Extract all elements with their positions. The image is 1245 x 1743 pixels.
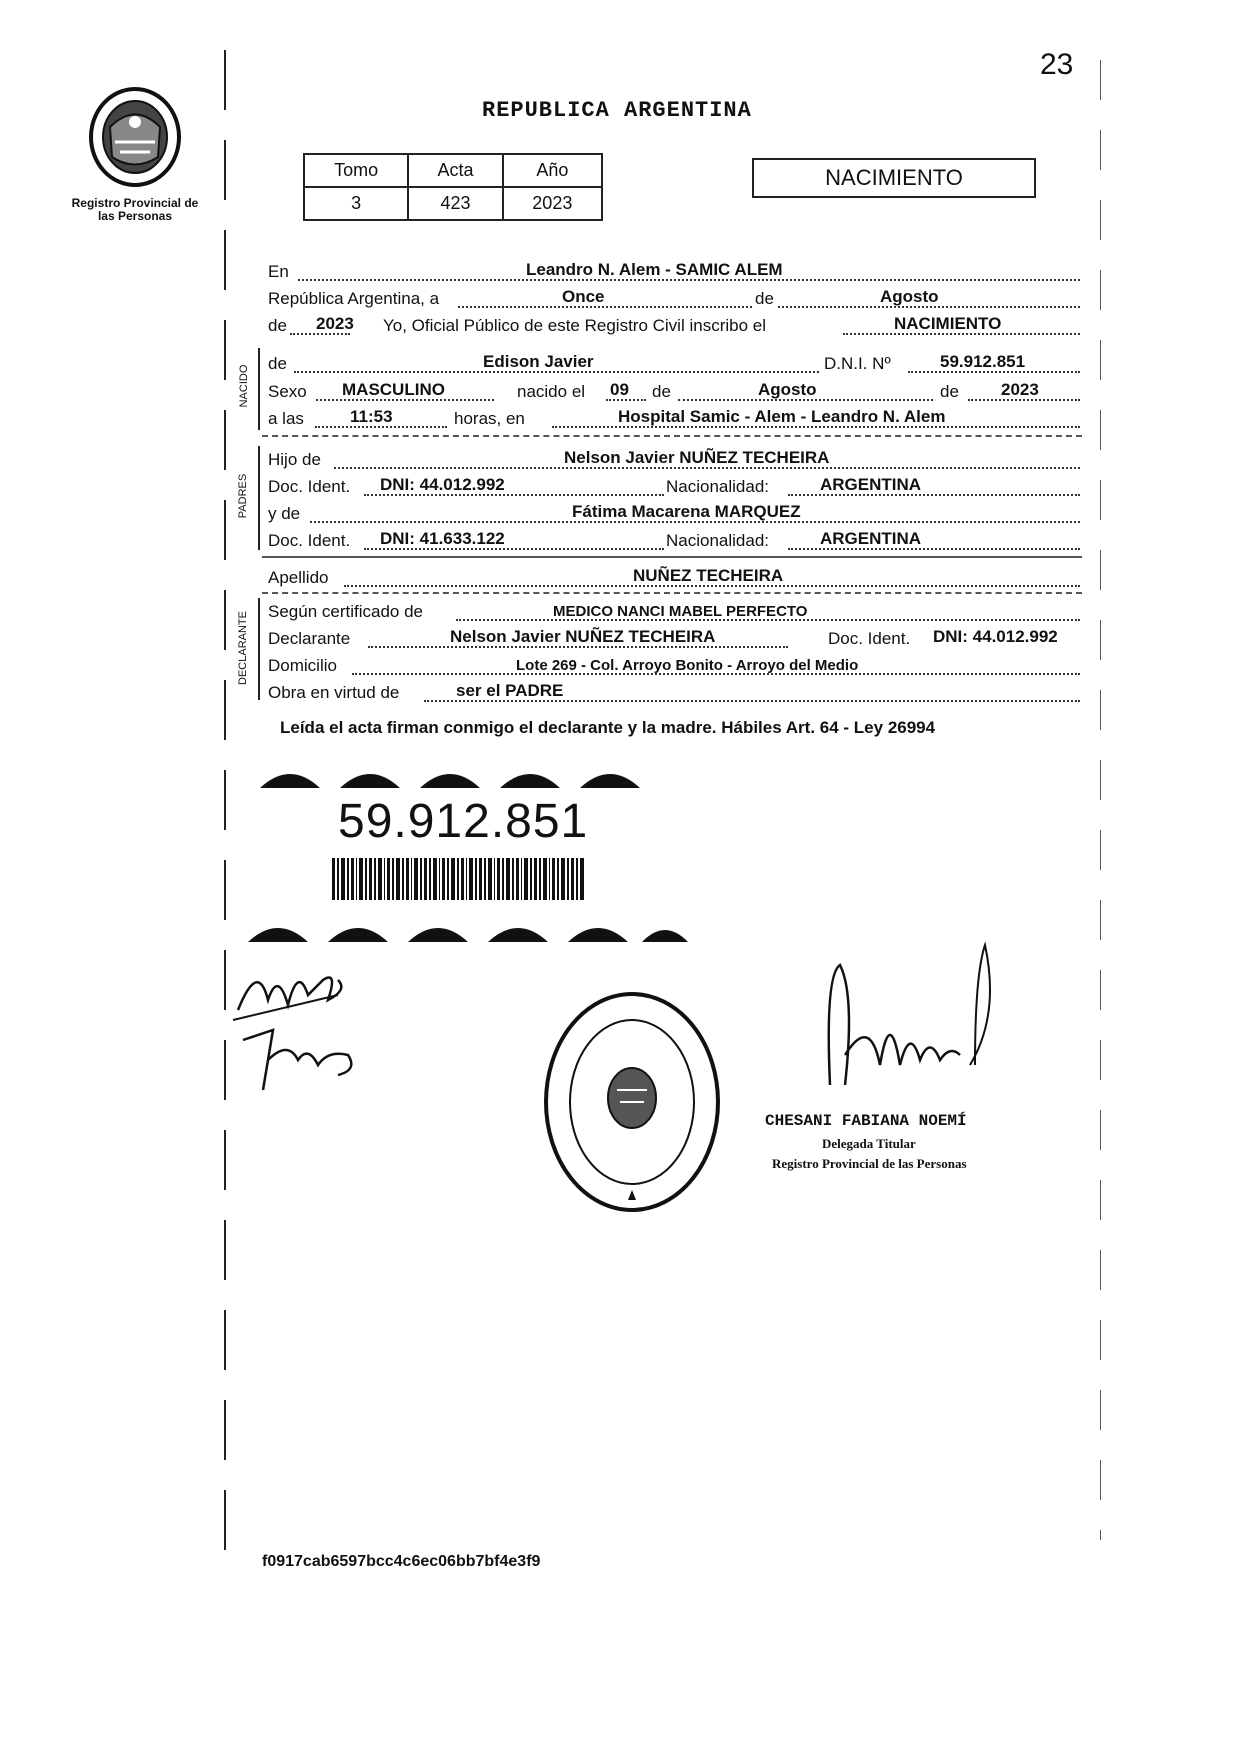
declarante-section-label: DECLARANTE: [237, 611, 249, 685]
right-margin-line: [1100, 60, 1101, 1540]
page-number: 23: [1040, 48, 1074, 81]
row-declarante: [268, 625, 1080, 651]
handwritten-signature-icon: [800, 935, 1000, 1115]
left-margin-line: [224, 50, 226, 1550]
registry-logo: [70, 82, 200, 232]
official-signature: [800, 935, 1000, 1115]
header-anio: Año: [503, 154, 602, 187]
nacido-bar: [258, 348, 260, 430]
label-obra: Obra en virtud de: [268, 683, 400, 702]
value-mother-doc: DNI: 41.633.122: [380, 529, 505, 548]
official-name: CHESANI FABIANA NOEMÍ: [765, 1112, 967, 1130]
record-type-box: NACIMIENTO: [752, 158, 1036, 198]
value-mother-nat: ARGENTINA: [820, 529, 922, 548]
row-y-de: [268, 500, 1080, 526]
label-domicilio: Domicilio: [268, 656, 337, 675]
value-mother: Fátima Macarena MARQUEZ: [572, 502, 801, 521]
official-role: Delegada Titular: [822, 1136, 916, 1151]
header-acta: Acta: [408, 154, 502, 187]
value-tomo: 3: [304, 187, 408, 220]
row-sexo: [268, 378, 1080, 404]
value-father-doc: DNI: 44.012.992: [380, 475, 505, 494]
label-mother-doc: Doc. Ident.: [268, 531, 351, 550]
apellido-divider: [262, 592, 1082, 594]
dni-top-band: [250, 760, 690, 790]
record-table: [303, 153, 603, 221]
dni-big-number: 59.912.851: [338, 795, 589, 848]
label-nacido-el: nacido el: [517, 382, 586, 401]
label-republica: República Argentina, a: [268, 289, 440, 308]
declarante-bar: [258, 598, 260, 700]
label-declarante: Declarante: [268, 629, 351, 648]
row-certificado: [268, 598, 1080, 624]
padres-divider: [262, 556, 1082, 558]
value-father-nat: ARGENTINA: [820, 475, 922, 494]
value-time: 11:53: [350, 407, 393, 426]
label-father-doc: Doc. Ident.: [268, 477, 351, 496]
row-republica: [268, 285, 1080, 311]
closing-note: Leída el acta firman conmigo el declarante y la madre. Hábiles Art. 64 - Ley 26994: [280, 718, 936, 737]
inscribe-text: Yo, Oficial Público de este Registro Civil inscribo el: [383, 316, 766, 335]
stamp-seal-icon: [542, 990, 722, 1215]
value-day: Once: [562, 287, 605, 306]
label-de-birth-month: de: [652, 382, 671, 401]
label-y-de: y de: [268, 504, 301, 523]
row-hijo-de: [268, 446, 1080, 472]
official-stamp: [542, 990, 722, 1215]
label-en: En: [268, 262, 289, 281]
value-certificado: MEDICO NANCI MABEL PERFECTO: [553, 603, 808, 620]
nacido-section-label: NACIDO: [238, 364, 250, 408]
label-hijo-de: Hijo de: [268, 450, 321, 469]
declarant-signature: [228, 950, 378, 1100]
row-en: [268, 258, 1080, 284]
barcode: [332, 858, 584, 900]
registry-logo-caption: Registro Provincial de las Personas: [71, 196, 199, 223]
label-horas: horas, en: [454, 409, 525, 428]
value-acta: 423: [408, 187, 502, 220]
value-domicilio: Lote 269 - Col. Arroyo Bonito - Arroyo del Medio: [516, 657, 859, 674]
row-obra: [268, 679, 1080, 705]
value-declarante-doc: DNI: 44.012.992: [933, 627, 1058, 646]
row-nacido-name: [268, 350, 1080, 376]
label-sexo: Sexo: [268, 382, 307, 401]
nacido-divider: [262, 435, 1082, 437]
official-office: Registro Provincial de las Personas: [772, 1156, 967, 1171]
value-sexo: MASCULINO: [342, 380, 445, 399]
value-anio: 2023: [503, 187, 602, 220]
label-certificado: Según certificado de: [268, 602, 423, 621]
province-seal-icon: [70, 82, 200, 192]
padres-section-label: PADRES: [237, 473, 249, 519]
label-de-name: de: [268, 354, 287, 373]
value-father: Nelson Javier NUÑEZ TECHEIRA: [564, 448, 830, 467]
row-apellido: [268, 564, 1080, 590]
row-inscribe: [268, 312, 1080, 338]
label-de-birth-year: de: [940, 382, 959, 401]
value-month: Agosto: [880, 287, 939, 306]
wave-pattern-icon: [250, 760, 690, 790]
header-tomo: Tomo: [304, 154, 408, 187]
wave-pattern-icon: [240, 912, 690, 944]
value-place: Hospital Samic - Alem - Leandro N. Alem: [618, 407, 946, 426]
value-year: 2023: [316, 314, 354, 333]
row-domicilio: [268, 652, 1080, 678]
dni-bottom-band: [240, 912, 690, 944]
document-hash: f0917cab6597bcc4c6ec06bb7bf4e3f9: [262, 1553, 541, 1570]
value-name: Edison Javier: [483, 352, 594, 371]
value-en: Leandro N. Alem - SAMIC ALEM: [526, 260, 783, 279]
barcode-icon: [332, 858, 584, 900]
value-birth-year: 2023: [1001, 380, 1039, 399]
value-inscribe: NACIMIENTO: [894, 314, 1002, 333]
label-a-las: a las: [268, 409, 304, 428]
row-father-doc: [268, 473, 1080, 499]
handwritten-signature-icon: [228, 950, 378, 1100]
label-declarante-doc: Doc. Ident.: [828, 629, 911, 648]
label-de-year: de: [268, 316, 287, 335]
label-dni: D.N.I. Nº: [820, 354, 891, 374]
padres-bar: [258, 446, 260, 550]
value-birth-day: 09: [610, 380, 629, 399]
row-a-las: [268, 405, 1080, 431]
row-mother-doc: [268, 527, 1080, 553]
value-declarante: Nelson Javier NUÑEZ TECHEIRA: [450, 627, 716, 646]
label-apellido: Apellido: [268, 568, 329, 587]
label-father-nat: Nacionalidad:: [666, 477, 770, 496]
value-dni: 59.912.851: [940, 352, 1026, 371]
page-title: REPUBLICA ARGENTINA: [482, 98, 752, 123]
value-birth-month: Agosto: [758, 380, 817, 399]
label-de-month: de: [755, 289, 774, 308]
label-mother-nat: Nacionalidad:: [666, 531, 770, 550]
value-apellido: NUÑEZ TECHEIRA: [633, 566, 784, 585]
value-obra: ser el PADRE: [456, 681, 564, 700]
